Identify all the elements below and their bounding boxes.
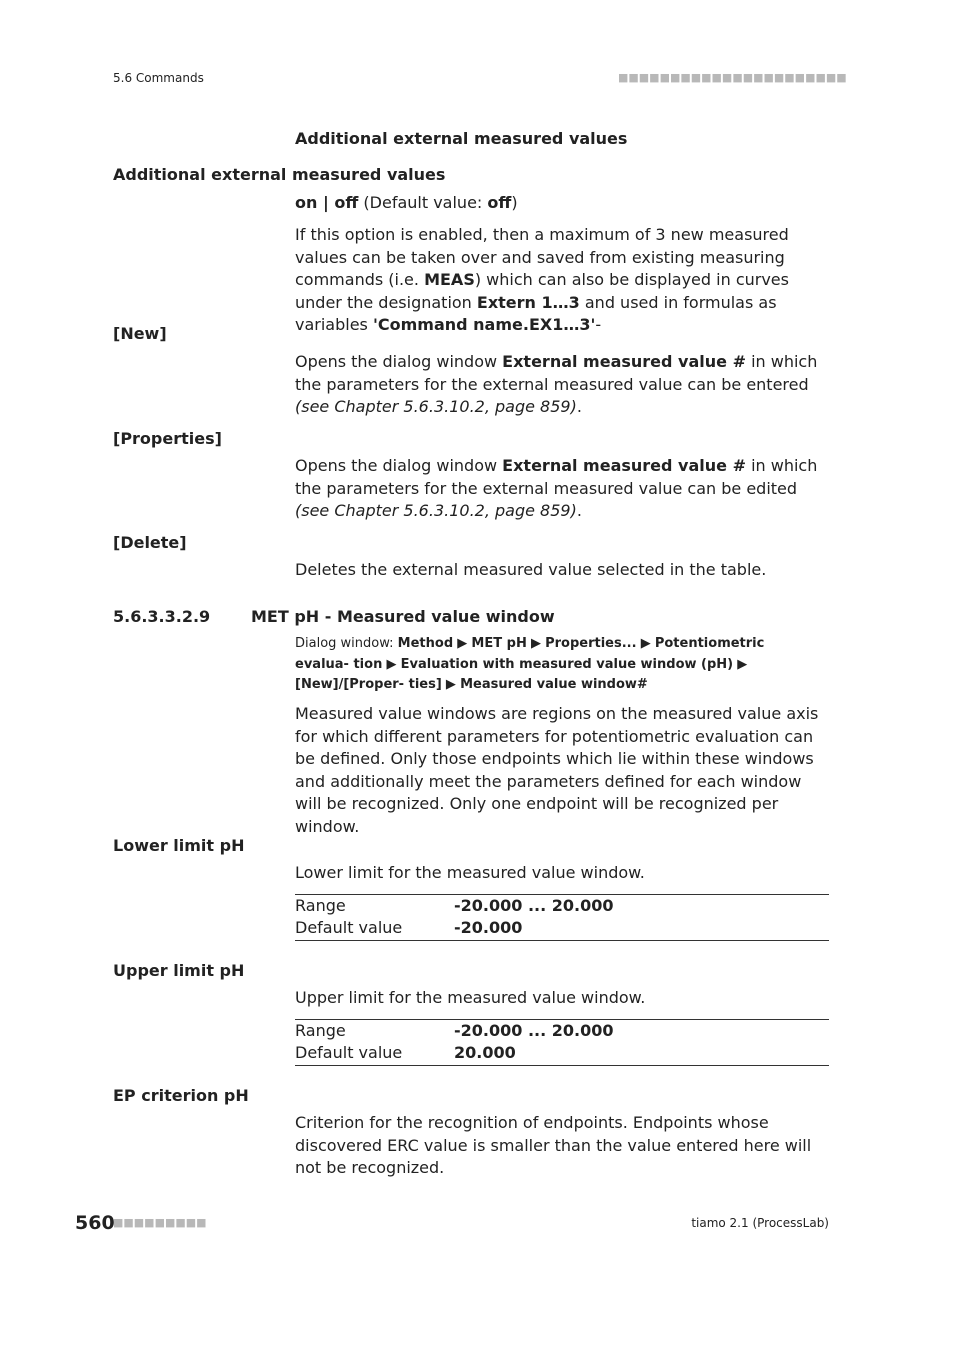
new-button-label: [New] (113, 324, 167, 343)
properties-text-1: Opens the dialog window (295, 456, 503, 475)
dialog-path-method: Method (397, 636, 454, 651)
dialog-path-new-properties: [New]/[Proper- ties] (295, 677, 442, 692)
table-rule (295, 894, 829, 895)
desc-bold-variable: 'Command name.EX1…3' (372, 315, 596, 334)
properties-bold: External measured value # (502, 456, 746, 475)
upper-limit-description: Upper limit for the measured value window. (295, 988, 646, 1007)
new-bold: External measured value # (502, 352, 746, 371)
desc-bold-extern: Extern 1…3 (476, 292, 580, 312)
range-label: Range (295, 896, 346, 915)
table-rule (295, 1065, 829, 1066)
section-intro: Measured value windows are regions on the measured value axis for which different parameters for potentiometric evaluation can be defined. Only those endpoints which lie within these windows and additionally meet the parameters defined for each window will be recognized. Only one endpoint will be recognized per window. (295, 704, 819, 836)
upper-limit-label: Upper limit pH (113, 961, 245, 980)
block-heading: Additional external measured values (295, 129, 628, 148)
page-number: 560 (75, 1212, 115, 1234)
product-name: tiamo 2.1 (ProcessLab) (691, 1216, 829, 1230)
default-label: Default value (295, 1043, 403, 1062)
onoff-line (295, 192, 829, 215)
properties-text-2: in which the parameters for the external measured value can be edited (295, 456, 818, 498)
properties-description (295, 455, 829, 523)
arrow-icon: ▶ (737, 656, 748, 672)
dialog-path (295, 634, 795, 696)
onoff-values: on | off (295, 193, 359, 212)
dialog-path-met-ph: MET pH (471, 636, 527, 651)
delete-button-label: [Delete] (113, 533, 187, 552)
new-text-1: Opens the dialog window (295, 352, 503, 371)
onoff-mid: (Default value: (358, 193, 488, 212)
upper-default-row (295, 1043, 829, 1065)
dialog-path-properties: Properties... (545, 636, 637, 651)
arrow-icon: ▶ (445, 677, 456, 692)
range-value: -20.000 ... 20.000 (454, 896, 614, 915)
dialog-path-evaluation: Evaluation with measured value window (pH) (400, 656, 734, 672)
table-rule (295, 1019, 829, 1020)
lower-range-row (295, 896, 829, 918)
dialog-prefix: Dialog window: (295, 636, 398, 651)
onoff-end: ) (511, 193, 518, 212)
new-xref: (see Chapter 5.6.3.10.2, page 859) (295, 397, 577, 416)
dialog-path-potentiometric: Potentiometric evalua- tion (295, 636, 765, 672)
range-label: Range (295, 1021, 346, 1040)
lower-limit-description: Lower limit for the measured value window. (295, 863, 645, 882)
desc-text-4: - (595, 315, 602, 334)
option-label-additional-values: Additional external measured values (113, 165, 446, 184)
additional-values-description (295, 224, 829, 337)
default-value: -20.000 (454, 918, 523, 937)
arrow-icon: ▶ (386, 656, 397, 672)
lower-default-row (295, 918, 829, 940)
default-value: 20.000 (454, 1043, 516, 1062)
onoff-default: off (487, 193, 512, 212)
arrow-icon: ▶ (530, 636, 541, 651)
running-header-section: 5.6 Commands (113, 71, 204, 85)
arrow-icon: ▶ (457, 636, 468, 651)
section-title: MET pH - Measured value window (251, 607, 555, 626)
desc-text-2: ) which can also be displayed in curves under the designation (295, 270, 789, 312)
table-rule (295, 940, 829, 941)
properties-text-3: . (576, 501, 582, 520)
desc-text-3: and used in formulas as variables (295, 292, 777, 334)
new-text-3: . (576, 397, 582, 416)
upper-range-row (295, 1021, 829, 1043)
new-description (295, 351, 829, 419)
properties-xref: (see Chapter 5.6.3.10.2, page 859) (295, 501, 577, 520)
ep-criterion-label: EP criterion pH (113, 1086, 249, 1105)
default-label: Default value (295, 918, 403, 937)
dialog-path-window: Measured value window# (460, 677, 648, 692)
new-text-2: in which the parameters for the external measured value can be entered (295, 352, 818, 394)
section-number: 5.6.3.3.2.9 (113, 607, 211, 626)
range-value: -20.000 ... 20.000 (454, 1021, 614, 1040)
delete-description: Deletes the external measured value selected in the table. (295, 560, 767, 579)
ep-criterion-description: Criterion for the recognition of endpoints. Endpoints whose discovered ERC value is smaller than the value entered here will not be recognized. (295, 1113, 812, 1177)
properties-button-label: [Properties] (113, 429, 222, 448)
footer-dots: ■■■■■■■■■ (113, 1216, 207, 1229)
header-dots: ■■■■■■■■■■■■■■■■■■■■■■ (618, 71, 847, 84)
arrow-icon: ▶ (640, 636, 651, 651)
desc-text-1: If this option is enabled, then a maximum of 3 new measured values can be taken over and saved from existing measuring commands (i.e. (295, 225, 789, 289)
lower-limit-label: Lower limit pH (113, 836, 245, 855)
desc-bold-meas: MEAS (424, 270, 475, 289)
